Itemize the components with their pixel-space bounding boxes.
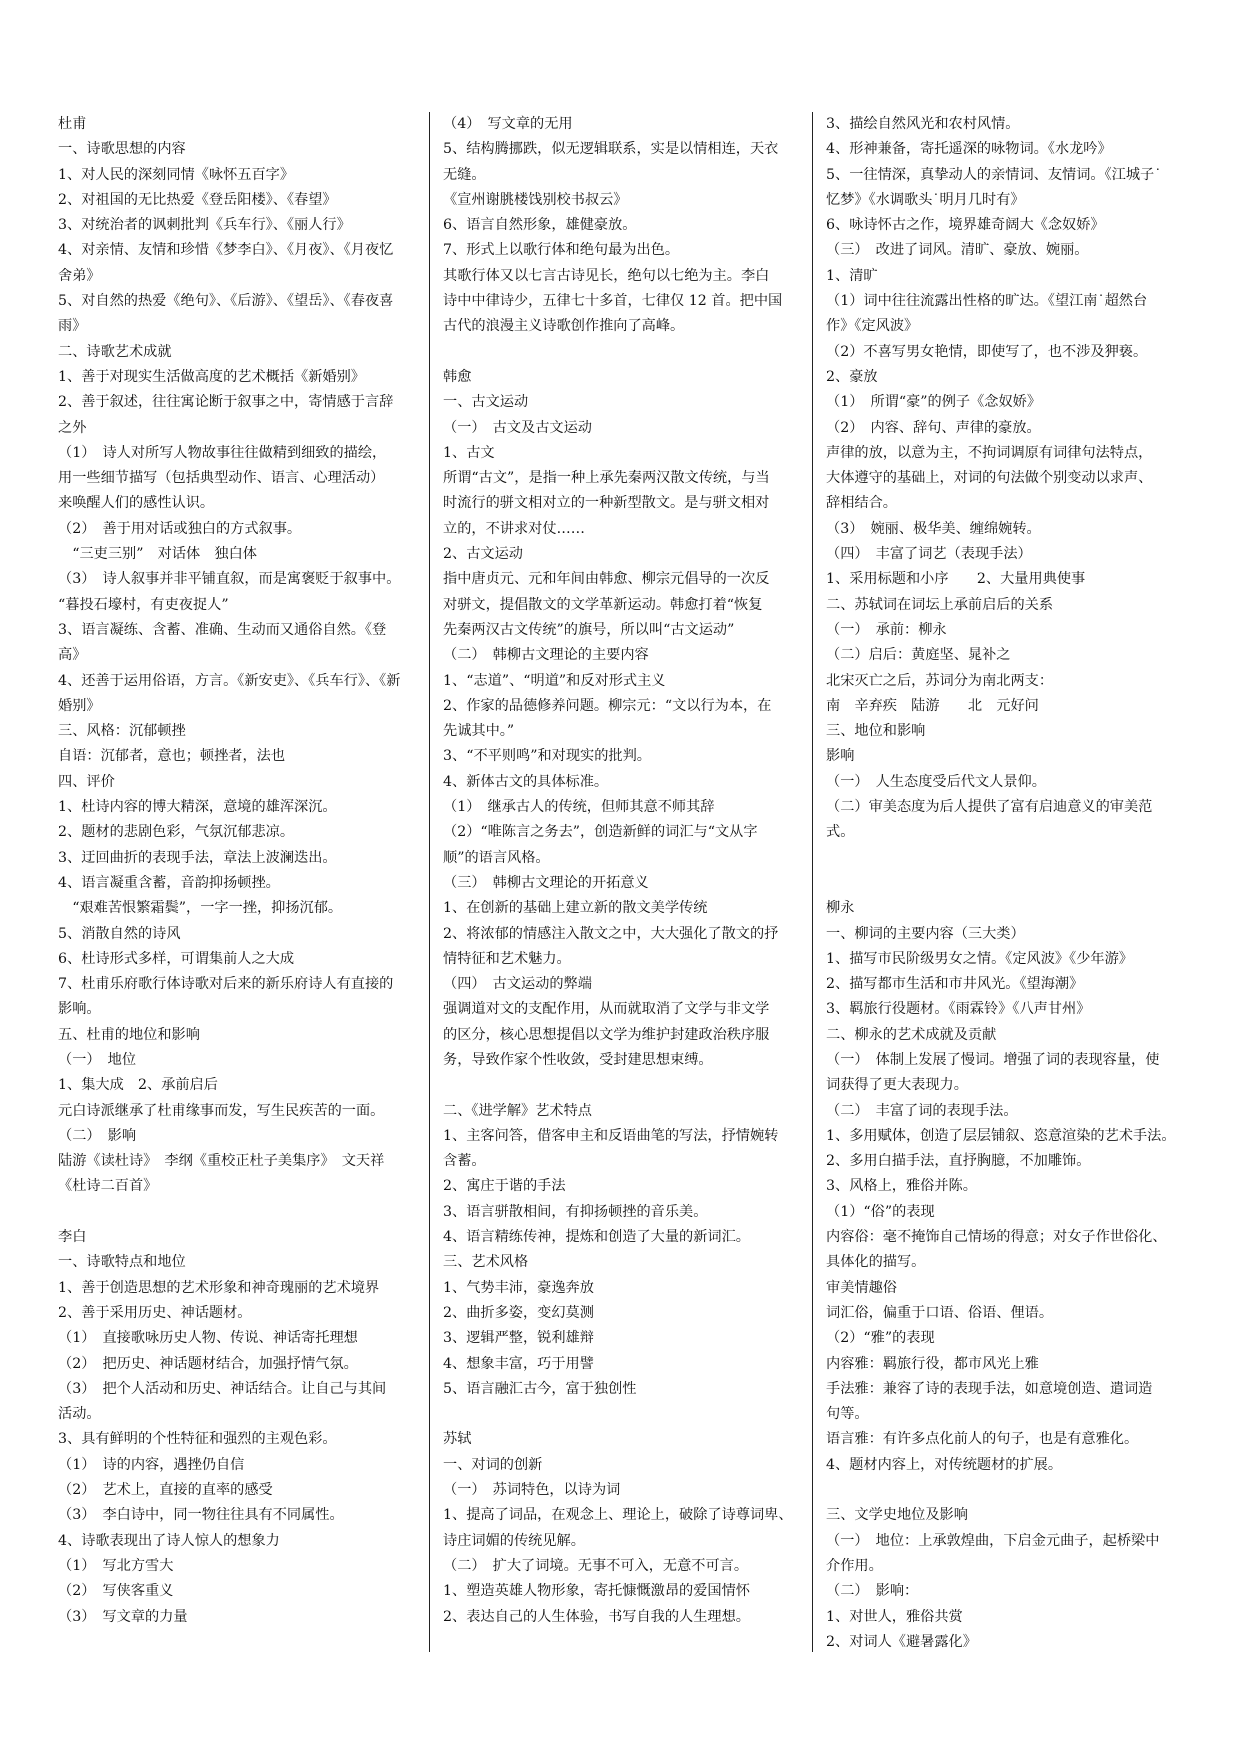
- text-line: 2、题材的悲剧色彩，气氛沉郁悲凉。: [58, 824, 295, 841]
- text-line: 2、作家的品德修养问题。柳宗元：“文以行为本，在: [443, 697, 772, 714]
- text-line: （3） 李白诗中，同一物往往具有不同属性。: [58, 1507, 344, 1524]
- text-line: 4、语言精练传神，提炼和创造了大量的新词汇。: [443, 1229, 750, 1246]
- column-3: [826, 112, 1188, 1655]
- text-line: （三） 韩柳古文理论的开拓意义: [443, 874, 649, 891]
- text-line: “艰难苦恨繁霜鬓”，一字一挫，抑扬沉郁。: [58, 900, 343, 917]
- text-line: 三、文学史地位及影响: [826, 1507, 968, 1524]
- text-line: 5、语言融汇古今，富于独创性: [443, 1380, 637, 1397]
- text-line: （1）词中往往流露出性格的旷达。《望江南˙超然台: [826, 293, 1148, 310]
- text-line: 情特征和艺术魅力。: [443, 950, 571, 967]
- text-line: 强调道对文的支配作用，从而就取消了文学与非文学: [443, 1001, 770, 1018]
- text-line: 式。: [826, 824, 855, 841]
- text-line: 一、诗歌思想的内容: [58, 141, 186, 158]
- text-line: 具体化的描写。: [826, 1254, 926, 1271]
- text-line: 古代的浪漫主义诗歌创作推向了高峰。: [443, 318, 685, 335]
- text-line: （1） 写北方雪大: [58, 1557, 174, 1574]
- text-line: 1、描写市民阶级男女之情。《定风波》《少年游》: [826, 950, 1133, 967]
- text-line: 3、“不平则鸣”和对现实的批判。: [443, 748, 651, 765]
- text-line: 3、具有鲜明的个性特征和强烈的主观色彩。: [58, 1431, 337, 1448]
- text-line: （2）“雅”的表现: [826, 1330, 935, 1347]
- text-line: 1、对人民的深刻同情《咏怀五百字》: [58, 166, 295, 183]
- text-line: 语言雅：有许多点化前人的句子，也是有意雅化。: [826, 1431, 1139, 1448]
- text-line: 2、对祖国的无比热爱《登岳阳楼》、《春望》: [58, 191, 337, 208]
- text-line: 4、题材内容上，对传统题材的扩展。: [826, 1456, 1063, 1473]
- text-line: （2） 写侠客重义: [58, 1583, 174, 1600]
- text-line: （2）“唯陈言之务去”，创造新鲜的词汇与“文从字: [443, 824, 758, 841]
- text-line: （2） 把历史、神话题材结合，加强抒情气氛。: [58, 1355, 358, 1372]
- text-line: 李白: [58, 1229, 87, 1246]
- text-line: （2） 艺术上，直接的直率的感受: [58, 1482, 273, 1499]
- text-line: 3、语言凝练、含蓄、准确、生动而又通俗自然。《登: [58, 621, 387, 638]
- text-line: 先秦两汉古文传统”的旗号，所以叫“古文运动”: [443, 621, 735, 638]
- text-line: 五、杜甫的地位和影响: [58, 1026, 200, 1043]
- text-line: 3、对统治者的讽刺批判《兵车行》、《丽人行》: [58, 217, 351, 234]
- text-line: 柳永: [826, 900, 855, 917]
- text-line: 4、想象丰富，巧于用譬: [443, 1355, 594, 1372]
- text-line: 1、清旷: [826, 267, 878, 284]
- column-1: [58, 112, 413, 1630]
- text-line: 无缝。: [443, 166, 486, 183]
- text-line: 3、风格上，雅俗并陈。: [826, 1178, 977, 1195]
- text-line: 4、语言凝重含蓄，音韵抑扬顿挫。: [58, 874, 280, 891]
- text-line: 雨》: [58, 318, 87, 335]
- blank-line: [826, 871, 1188, 896]
- text-line: 含蓄。: [443, 1153, 486, 1170]
- text-line: 1、对世人，雅俗共赏: [826, 1608, 963, 1625]
- text-line: （1） 所谓“豪”的例子《念奴娇》: [826, 394, 1042, 411]
- text-line: 影响: [826, 748, 855, 765]
- text-line: 2、寓庄于谐的手法: [443, 1178, 566, 1195]
- text-line: 元白诗派继承了杜甫缘事而发，写生民疾苦的一面。: [58, 1102, 385, 1119]
- text-line: 7、形式上以歌行体和绝句最为出色。: [443, 242, 680, 259]
- text-line: 5、一往情深，真挚动人的亲情词、友情词。《江城子˙: [826, 166, 1162, 183]
- text-line: （3） 写文章的力量: [58, 1608, 188, 1625]
- column-2: [443, 112, 808, 1630]
- text-line: 2、将浓郁的情感注入散文之中，大大强化了散文的抒: [443, 925, 779, 942]
- text-line: “三吏三别” 对话体 独白体: [58, 546, 257, 563]
- blank-line: [826, 846, 1188, 871]
- text-line: （一） 人生态度受后代文人景仰。: [826, 773, 1046, 790]
- text-line: 《杜诗二百首》: [58, 1178, 158, 1195]
- text-line: 活动。: [58, 1406, 101, 1423]
- text-line: 声律的放，以意为主，不拘词调原有词律句法特点，: [826, 444, 1153, 461]
- text-line: 2、对词人《避暑露化》: [826, 1633, 977, 1650]
- text-line: 1、主客问答，借客申主和反语曲笔的写法，抒情婉转: [443, 1127, 779, 1144]
- text-line: 四、评价: [58, 773, 115, 790]
- text-line: （二）审美态度为后人提供了富有启迪意义的审美范: [826, 799, 1153, 816]
- text-line: 2、豪放: [826, 368, 878, 385]
- text-line: （四） 丰富了词艺（表现手法）: [826, 546, 1032, 563]
- text-line: 4、诗歌表现出了诗人惊人的想象力: [58, 1532, 280, 1549]
- text-line: 1、杜诗内容的博大精深，意境的雄浑深沉。: [58, 799, 337, 816]
- text-line: 二、柳永的艺术成就及贡献: [826, 1026, 997, 1043]
- text-line: 对骈文，提倡散文的文学革新运动。韩愈打着“恢复: [443, 596, 763, 613]
- text-line: 1、多用赋体，创造了层层铺叙、恣意渲染的艺术手法。: [826, 1127, 1176, 1144]
- text-line: 4、还善于运用俗语，方言。《新安吏》、《兵车行》、《新: [58, 672, 401, 689]
- text-line: 务，导致作家个性收敛，受封建思想束缚。: [443, 1051, 713, 1068]
- text-line: 句等。: [826, 1406, 869, 1423]
- text-line: 二、诗歌艺术成就: [58, 343, 172, 360]
- text-line: 2、曲折多姿，变幻莫测: [443, 1304, 594, 1321]
- text-line: 辞相结合。: [826, 495, 897, 512]
- text-line: 诗中中律诗少，五律七十多首，七律仅 12 首。把中国: [443, 293, 783, 310]
- text-line: 1、善于对现实生活做高度的艺术概括《新婚别》: [58, 368, 365, 385]
- text-line: 大体遵守的基础上，对词的句法做个别变动以求声、: [826, 470, 1153, 487]
- text-line: 5、结构腾挪跌，似无逻辑联系，实是以情相连，天衣: [443, 141, 779, 158]
- text-line: 三、艺术风格: [443, 1254, 529, 1271]
- text-line: 影响。: [58, 1001, 101, 1018]
- text-line: 5、对自然的热爱《绝句》、《后游》、《望岳》、《春夜喜: [58, 293, 394, 310]
- text-line: （二） 扩大了词境。无事不可入，无意不可言。: [443, 1557, 749, 1574]
- text-line: 婚别》: [58, 697, 101, 714]
- text-line: （1） 诗人对所写人物故事往往做精到细致的描绘，: [58, 444, 387, 461]
- text-line: （二）启后：黄庭坚、晁补之: [826, 647, 1011, 664]
- text-line: “暮投石壕村，有吏夜捉人”: [58, 596, 229, 613]
- text-line: 立的，不讲求对仗……: [443, 520, 585, 537]
- text-line: 的区分，核心思想提倡以文学为维护封建政治秩序服: [443, 1026, 770, 1043]
- text-line: 2、多用白描手法，直抒胸臆，不加雕饰。: [826, 1153, 1091, 1170]
- text-line: 来唤醒人们的感性认识。: [58, 495, 215, 512]
- text-line: 4、形神兼备，寄托遥深的咏物词。《水龙吟》: [826, 141, 1112, 158]
- text-line: （一） 苏词特色，以诗为词: [443, 1482, 621, 1499]
- text-line: 2、描写都市生活和市井风光。《望海潮》: [826, 976, 1084, 993]
- text-line: （3） 把个人活动和历史、神话结合。让自己与其间: [58, 1380, 387, 1397]
- text-line: （四） 古文运动的弊端: [443, 976, 592, 993]
- text-line: 4、对亲情、友情和珍惜《梦李白》、《月夜》、《月夜忆: [58, 242, 394, 259]
- text-line: 1、集大成 2、承前启后: [58, 1077, 218, 1094]
- text-line: （4） 写文章的无用: [443, 116, 573, 132]
- text-line: 其歌行体又以七言古诗见长，绝句以七绝为主。李白: [443, 267, 770, 284]
- text-line: 7、杜甫乐府歌行体诗歌对后来的新乐府诗人有直接的: [58, 976, 394, 993]
- column-divider-1: [429, 112, 430, 1652]
- text-line: 先诚其中。”: [443, 723, 515, 740]
- text-line: 介作用。: [826, 1557, 883, 1574]
- text-line: 所谓“古文”，是指一种上承先秦两汉散文传统，与当: [443, 470, 770, 487]
- text-line: （3） 婉丽、极华美、缠绵婉转。: [826, 520, 1041, 537]
- text-line: 一、柳词的主要内容（三大类）: [826, 925, 1025, 942]
- text-line: 三、风格：沉郁顿挫: [58, 723, 186, 740]
- text-line: （二） 影响: [58, 1127, 137, 1144]
- text-line: （一） 承前：柳永: [826, 621, 947, 638]
- text-line: （2） 善于用对话或独白的方式叙事。: [58, 520, 302, 537]
- text-line: 1、采用标题和小序 2、大量用典使事: [826, 571, 1086, 588]
- text-line: 2、表达自己的人生体验，书写自我的人生理想。: [443, 1608, 750, 1625]
- text-line: 手法雅：兼容了诗的表现手法，如意境创造、遣词造: [826, 1380, 1153, 1397]
- text-line: （一） 体制上发展了慢词。增强了词的表现容量，使: [826, 1051, 1160, 1068]
- text-line: 3、羁旅行役题材。《雨霖铃》《八声甘州》: [826, 1001, 1091, 1018]
- text-line: （3） 诗人叙事并非平铺直叙，而是寓褒贬于叙事中。: [58, 571, 401, 588]
- text-line: （2）不喜写男女艳情，即使写了，也不涉及狎亵。: [826, 343, 1148, 360]
- text-line: 之外: [58, 419, 87, 436]
- text-line: 6、杜诗形式多样，可谓集前人之大成: [58, 950, 295, 967]
- blank-line: [443, 1073, 808, 1098]
- blank-line: [443, 1402, 808, 1427]
- text-line: 高》: [58, 647, 87, 664]
- text-line: （1）“俗”的表现: [826, 1203, 935, 1220]
- text-line: 苏轼: [443, 1431, 472, 1448]
- text-line: （一） 地位：上承敦煌曲，下启金元曲子，起桥梁中: [826, 1532, 1160, 1549]
- text-line: 诗庄词媚的传统见解。: [443, 1532, 585, 1549]
- text-line: 6、咏诗怀古之作，境界雄奇阔大《念奴娇》: [826, 217, 1105, 234]
- text-line: 一、古文运动: [443, 394, 529, 411]
- text-line: （二） 韩柳古文理论的主要内容: [443, 647, 649, 664]
- text-line: 用一些细节描写（包括典型动作、语言、心理活动）: [58, 470, 385, 487]
- text-line: 词获得了更大表现力。: [826, 1077, 968, 1094]
- text-line: 忆梦》《水调歌头˙明月几时有》: [826, 191, 1025, 208]
- text-line: 指中唐贞元、元和年间由韩愈、柳宗元倡导的一次反: [443, 571, 770, 588]
- text-line: 三、地位和影响: [826, 723, 926, 740]
- text-line: 陆游《读杜诗》 李纲《重校正杜子美集序》 文天祥: [58, 1153, 385, 1170]
- text-line: 4、新体古文的具体标准。: [443, 773, 609, 790]
- column-divider-2: [812, 112, 813, 1652]
- blank-line: [58, 1200, 413, 1225]
- text-line: （1） 继承古人的传统，但师其意不师其辞: [443, 799, 715, 816]
- text-line: 一、对词的创新: [443, 1456, 543, 1473]
- text-line: 词汇俗，偏重于口语、俗语、俚语。: [826, 1304, 1054, 1321]
- text-line: 1、古文: [443, 444, 495, 461]
- text-line: 审美情趣俗: [826, 1279, 897, 1296]
- text-line: 3、描绘自然风光和农村风情。: [826, 116, 1020, 132]
- text-line: （三） 改进了词风。清旷、豪放、婉丽。: [826, 242, 1089, 259]
- text-line: 顺”的语言风格。: [443, 849, 550, 866]
- blank-line: [443, 340, 808, 365]
- text-line: 一、诗歌特点和地位: [58, 1254, 186, 1271]
- text-line: （一） 古文及古文运动: [443, 419, 592, 436]
- text-line: 3、语言骈散相间，有抑扬顿挫的音乐美。: [443, 1203, 708, 1220]
- text-line: （1） 直接歌咏历史人物、传说、神话寄托理想: [58, 1330, 358, 1347]
- text-line: 杜甫: [58, 116, 87, 132]
- text-line: （一） 地位: [58, 1051, 137, 1068]
- text-line: 2、善于采用历史、神话题材。: [58, 1304, 252, 1321]
- text-line: 3、迂回曲折的表现手法，章法上波澜迭出。: [58, 849, 337, 866]
- text-line: 舍弟》: [58, 267, 101, 284]
- text-line: 时流行的骈文相对立的一种新型散文。是与骈文相对: [443, 495, 770, 512]
- text-line: 二、苏轼词在词坛上承前启后的关系: [826, 596, 1054, 613]
- text-line: 二、《进学解》艺术特点: [443, 1102, 592, 1119]
- text-line: 2、古文运动: [443, 546, 523, 563]
- text-line: 作》《定风波》: [826, 318, 919, 335]
- text-line: 内容雅：羁旅行役，都市风光上雅: [826, 1355, 1039, 1372]
- text-line: 1、在创新的基础上建立新的散文美学传统: [443, 900, 708, 917]
- text-line: 《宣州谢朓楼饯别校书叔云》: [443, 191, 628, 208]
- text-line: 5、消散自然的诗风: [58, 925, 181, 942]
- text-line: 自语：沉郁者，意也；顿挫者，法也: [58, 748, 286, 765]
- text-line: （二） 影响：: [826, 1583, 919, 1600]
- text-line: 韩愈: [443, 368, 472, 385]
- text-line: （1） 诗的内容，遇挫仍自信: [58, 1456, 245, 1473]
- text-line: 1、气势丰沛，豪逸奔放: [443, 1279, 594, 1296]
- text-line: 2、善于叙述，往往寓论断于叙事之中，寄情感于言辞: [58, 394, 394, 411]
- text-line: 1、善于创造思想的艺术形象和神奇瑰丽的艺术境界: [58, 1279, 380, 1296]
- blank-line: [826, 1478, 1188, 1503]
- text-line: （二） 丰富了词的表现手法。: [826, 1102, 1018, 1119]
- text-line: 内容俗：毫不掩饰自己情场的得意；对女子作世俗化、: [826, 1229, 1167, 1246]
- text-line: 3、逻辑严整，锐利雄辩: [443, 1330, 594, 1347]
- text-line: 1、提高了词品，在观念上、理论上，破除了诗尊词卑、: [443, 1507, 793, 1524]
- text-line: 南 辛弃疾 陆游 北 元好问: [826, 697, 1039, 714]
- text-line: 北宋灭亡之后，苏词分为南北两支：: [826, 672, 1054, 689]
- text-line: （2） 内容、辞句、声律的豪放。: [826, 419, 1041, 436]
- text-line: 1、“志道”、“明道”和反对形式主义: [443, 672, 666, 689]
- text-line: 6、语言自然形象，雄健豪放。: [443, 217, 637, 234]
- text-line: 1、塑造英雄人物形象，寄托慷慨激昂的爱国情怀: [443, 1583, 750, 1600]
